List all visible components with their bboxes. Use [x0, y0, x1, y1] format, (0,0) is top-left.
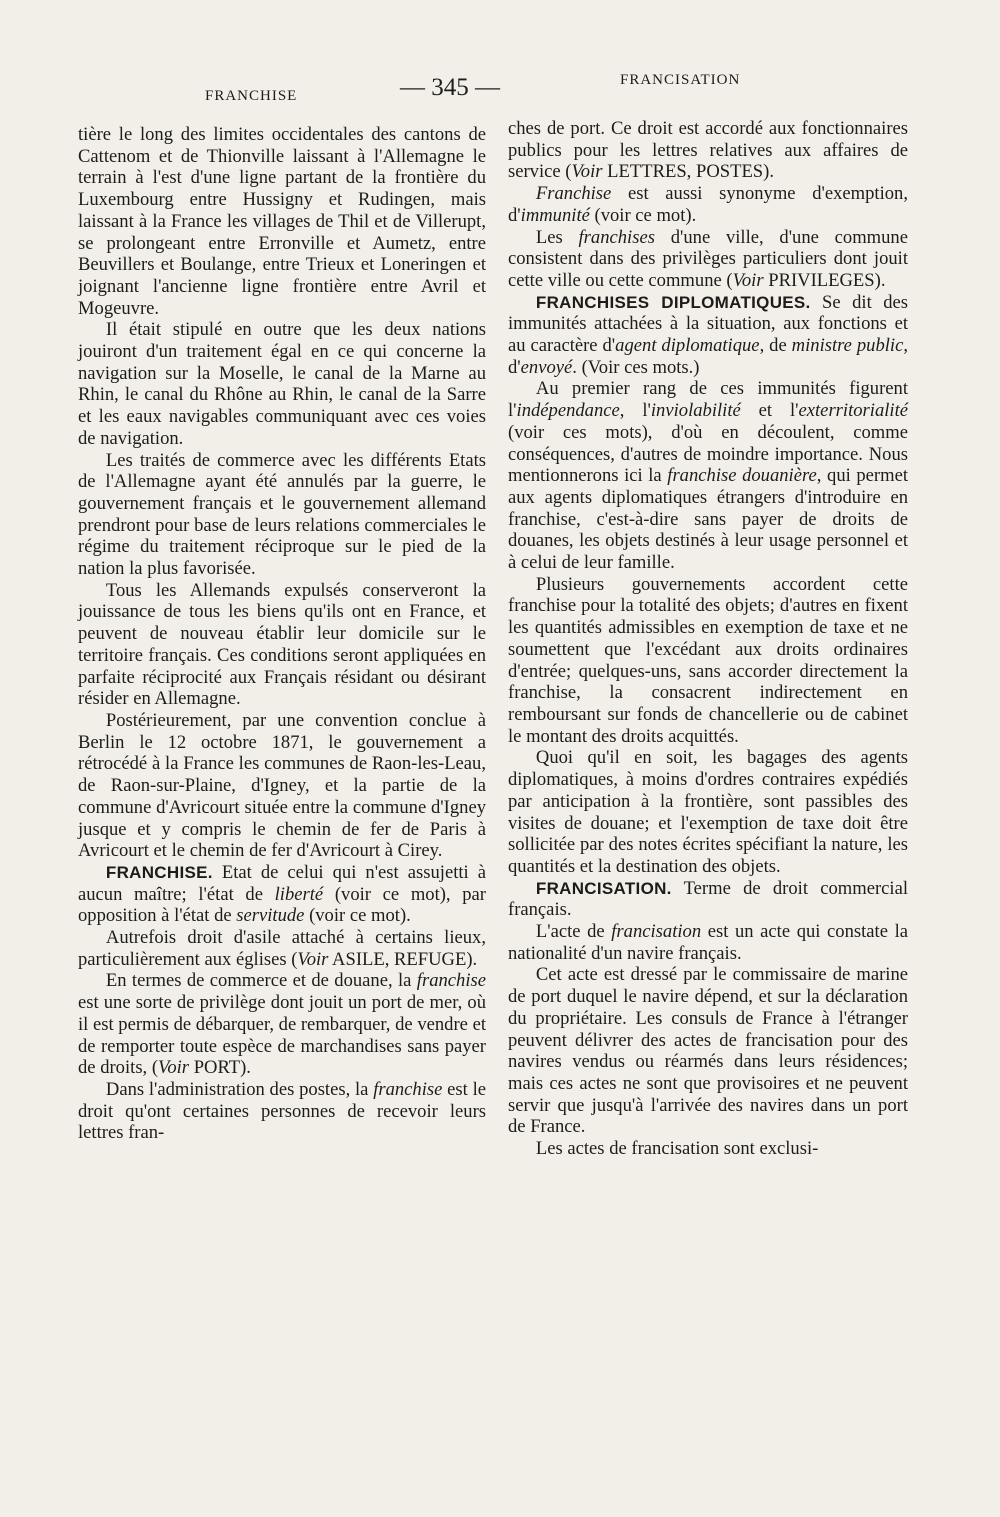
- paragraph: Franchise est aussi synonyme d'exemption, d'immunité (voir ce mot).: [508, 183, 908, 226]
- paragraph: L'acte de francisation est un acte qui constate la nationalité d'un navire français.: [508, 921, 908, 964]
- paragraph: En termes de commerce et de douane, la franchise est une sorte de privilège dont jouit un port de mer, où il est permis de débarquer, de rembarquer, de vendre et de remporter toute espèce de marchandises sans payer de droits, (Voir PORT).: [78, 970, 486, 1079]
- paragraph: Postérieurement, par une convention conclue à Berlin le 12 octobre 1871, le gouvernement a rétrocédé à la France les communes de Raon-les-Leau, de Raon-sur-Plaine, d'Igney, et la partie de la commune d'Avricourt située entre la commune d'Igney jusque et y compris le chemin de fer de Paris à Avricourt et le chemin de fer d'Avricourt à Cirey.: [78, 709, 486, 862]
- entry-franchise: FRANCHISE. Etat de celui qui n'est assujetti à aucun maître; l'état de liberté (voir ce mot), par opposition à l'état de servitude (voir ce mot).: [78, 861, 486, 927]
- left-column: [78, 124, 486, 1144]
- running-header: [60, 70, 940, 110]
- entry-francisation: FRANCISATION. Terme de droit commercial français.: [508, 877, 908, 921]
- header-right-word: FRANCISATION: [620, 72, 741, 88]
- paragraph: Cet acte est dressé par le commissaire de marine de port duquel le navire dépend, et sur la déclaration du propriétaire. Les consuls de France à l'étranger peuvent délivrer des actes de francisation pour des navires vendus ou réarmés dans leurs résidences; mais ces actes ne sont que provisoires et ne peuvent servir que jusqu'à l'arrivée des navires dans un port de France.: [508, 964, 908, 1138]
- entry-franchises-diplomatiques: FRANCHISES DIPLOMATIQUES. Se dit des immunités attachées à la situation, aux fonctions et au caractère d'agent diplomatique, de ministre public, d'envoyé. (Voir ces mots.): [508, 291, 909, 378]
- entry-headword: FRANCHISE.: [105, 862, 213, 882]
- paragraph: Les actes de francisation sont exclusi-: [535, 1138, 819, 1160]
- paragraph: Plusieurs gouvernements accordent cette franchise pour la totalité des objets; d'autres en fixent les quantités admissibles en exemption de taxe et ne soumettent que l'excédant aux droits ordinaires d'entrée; quelques-uns, sans accorder directement la franchise, la consacrent indirectement en remboursant sur fonds de chancellerie ou de cabinet le montant des droits acquittés.: [508, 573, 908, 747]
- paragraph: Autrefois droit d'asile attaché à certains lieux, particulièrement aux églises (Voir ASILE, REFUGE).: [78, 927, 486, 970]
- paragraph: ches de port. Ce droit est accordé aux fonctionnaires publics pour les lettres relatives aux affaires de service (Voir LETTRES, POSTES).: [508, 118, 908, 183]
- paragraph: Au premier rang de ces immunités figurent l'indépendance, l'inviolabilité et l'exterritorialité (voir ces mots), d'où en découlent, comme conséquences, d'autres de moindre importance. Nous mentionnerons ici la franchise douanière, qui permet aux agents diplomatiques étrangers d'introduire en franchise, c'est-à-dire sans payer de droits de douanes, les objets destinés à leur usage personnel et à celui de leur famille.: [508, 378, 908, 574]
- paragraph: tière le long des limites occidentales des cantons de Cattenom et de Thionville laissant à l'Allemagne le terrain à l'est d'une ligne partant de la frontière du Luxembourg entre Hussigny et Rudingen, mais laissant à la France les villages de Thil et de Villerupt, se prolongeant entre Erronville et Aumetz, entre Beuvillers et Boulange, entre Trieux et Loneringen et joignant l'ancienne ligne frontière entre Avril et Mogeuvre.: [78, 124, 486, 319]
- paragraph: Les traités de commerce avec les différents Etats de l'Allemagne ayant été annulés par la guerre, le gouvernement français et le gouvernement allemand prendront pour base de leurs relations commerciales le régime du traitement réciproque sur le pied de la nation la plus favorisée.: [78, 449, 486, 580]
- paragraph: Tous les Allemands expulsés conserveront la jouissance de tous les biens qu'ils ont en France, et peuvent de nouveau établir leur domicile sur le territoire français. Ces conditions seront appliquées en parfaite réciprocité aux Français résidant ou désirant résider en Allemagne.: [78, 579, 486, 710]
- paragraph: Il était stipulé en outre que les deux nations jouiront d'un traitement égal en ce qui concerne la navigation sur la Moselle, le canal de la Marne au Rhin, le canal du Rhône au Rhin, le canal de la Sarre et les eaux navigables communiquant avec ces voies de navigation.: [78, 319, 486, 449]
- paragraph: Dans l'administration des postes, la franchise est le droit qu'ont certaines personnes de recevoir leurs lettres fran-: [78, 1078, 486, 1144]
- paragraph: Quoi qu'il en soit, les bagages des agents diplomatiques, à moins d'ordres contraires expédiés par anticipation à la frontière, sont passibles des visites de douane; et l'exemption de taxe doit être sollicitée par des notes écrites spécifiant la nature, les quantités et la destination des objets.: [508, 747, 908, 877]
- right-column: [508, 118, 908, 1160]
- page-number: — 345 —: [400, 74, 500, 101]
- entry-headword: FRANCHISES DIPLOMATIQUES.: [535, 292, 811, 312]
- paragraph: Les franchises d'une ville, d'une commune consistent dans des privilèges particuliers dont jouit cette ville ou cette commune (Voir PRIVILEGES).: [508, 226, 908, 291]
- entry-headword: FRANCISATION.: [535, 878, 672, 898]
- header-left-word: FRANCHISE: [205, 88, 298, 104]
